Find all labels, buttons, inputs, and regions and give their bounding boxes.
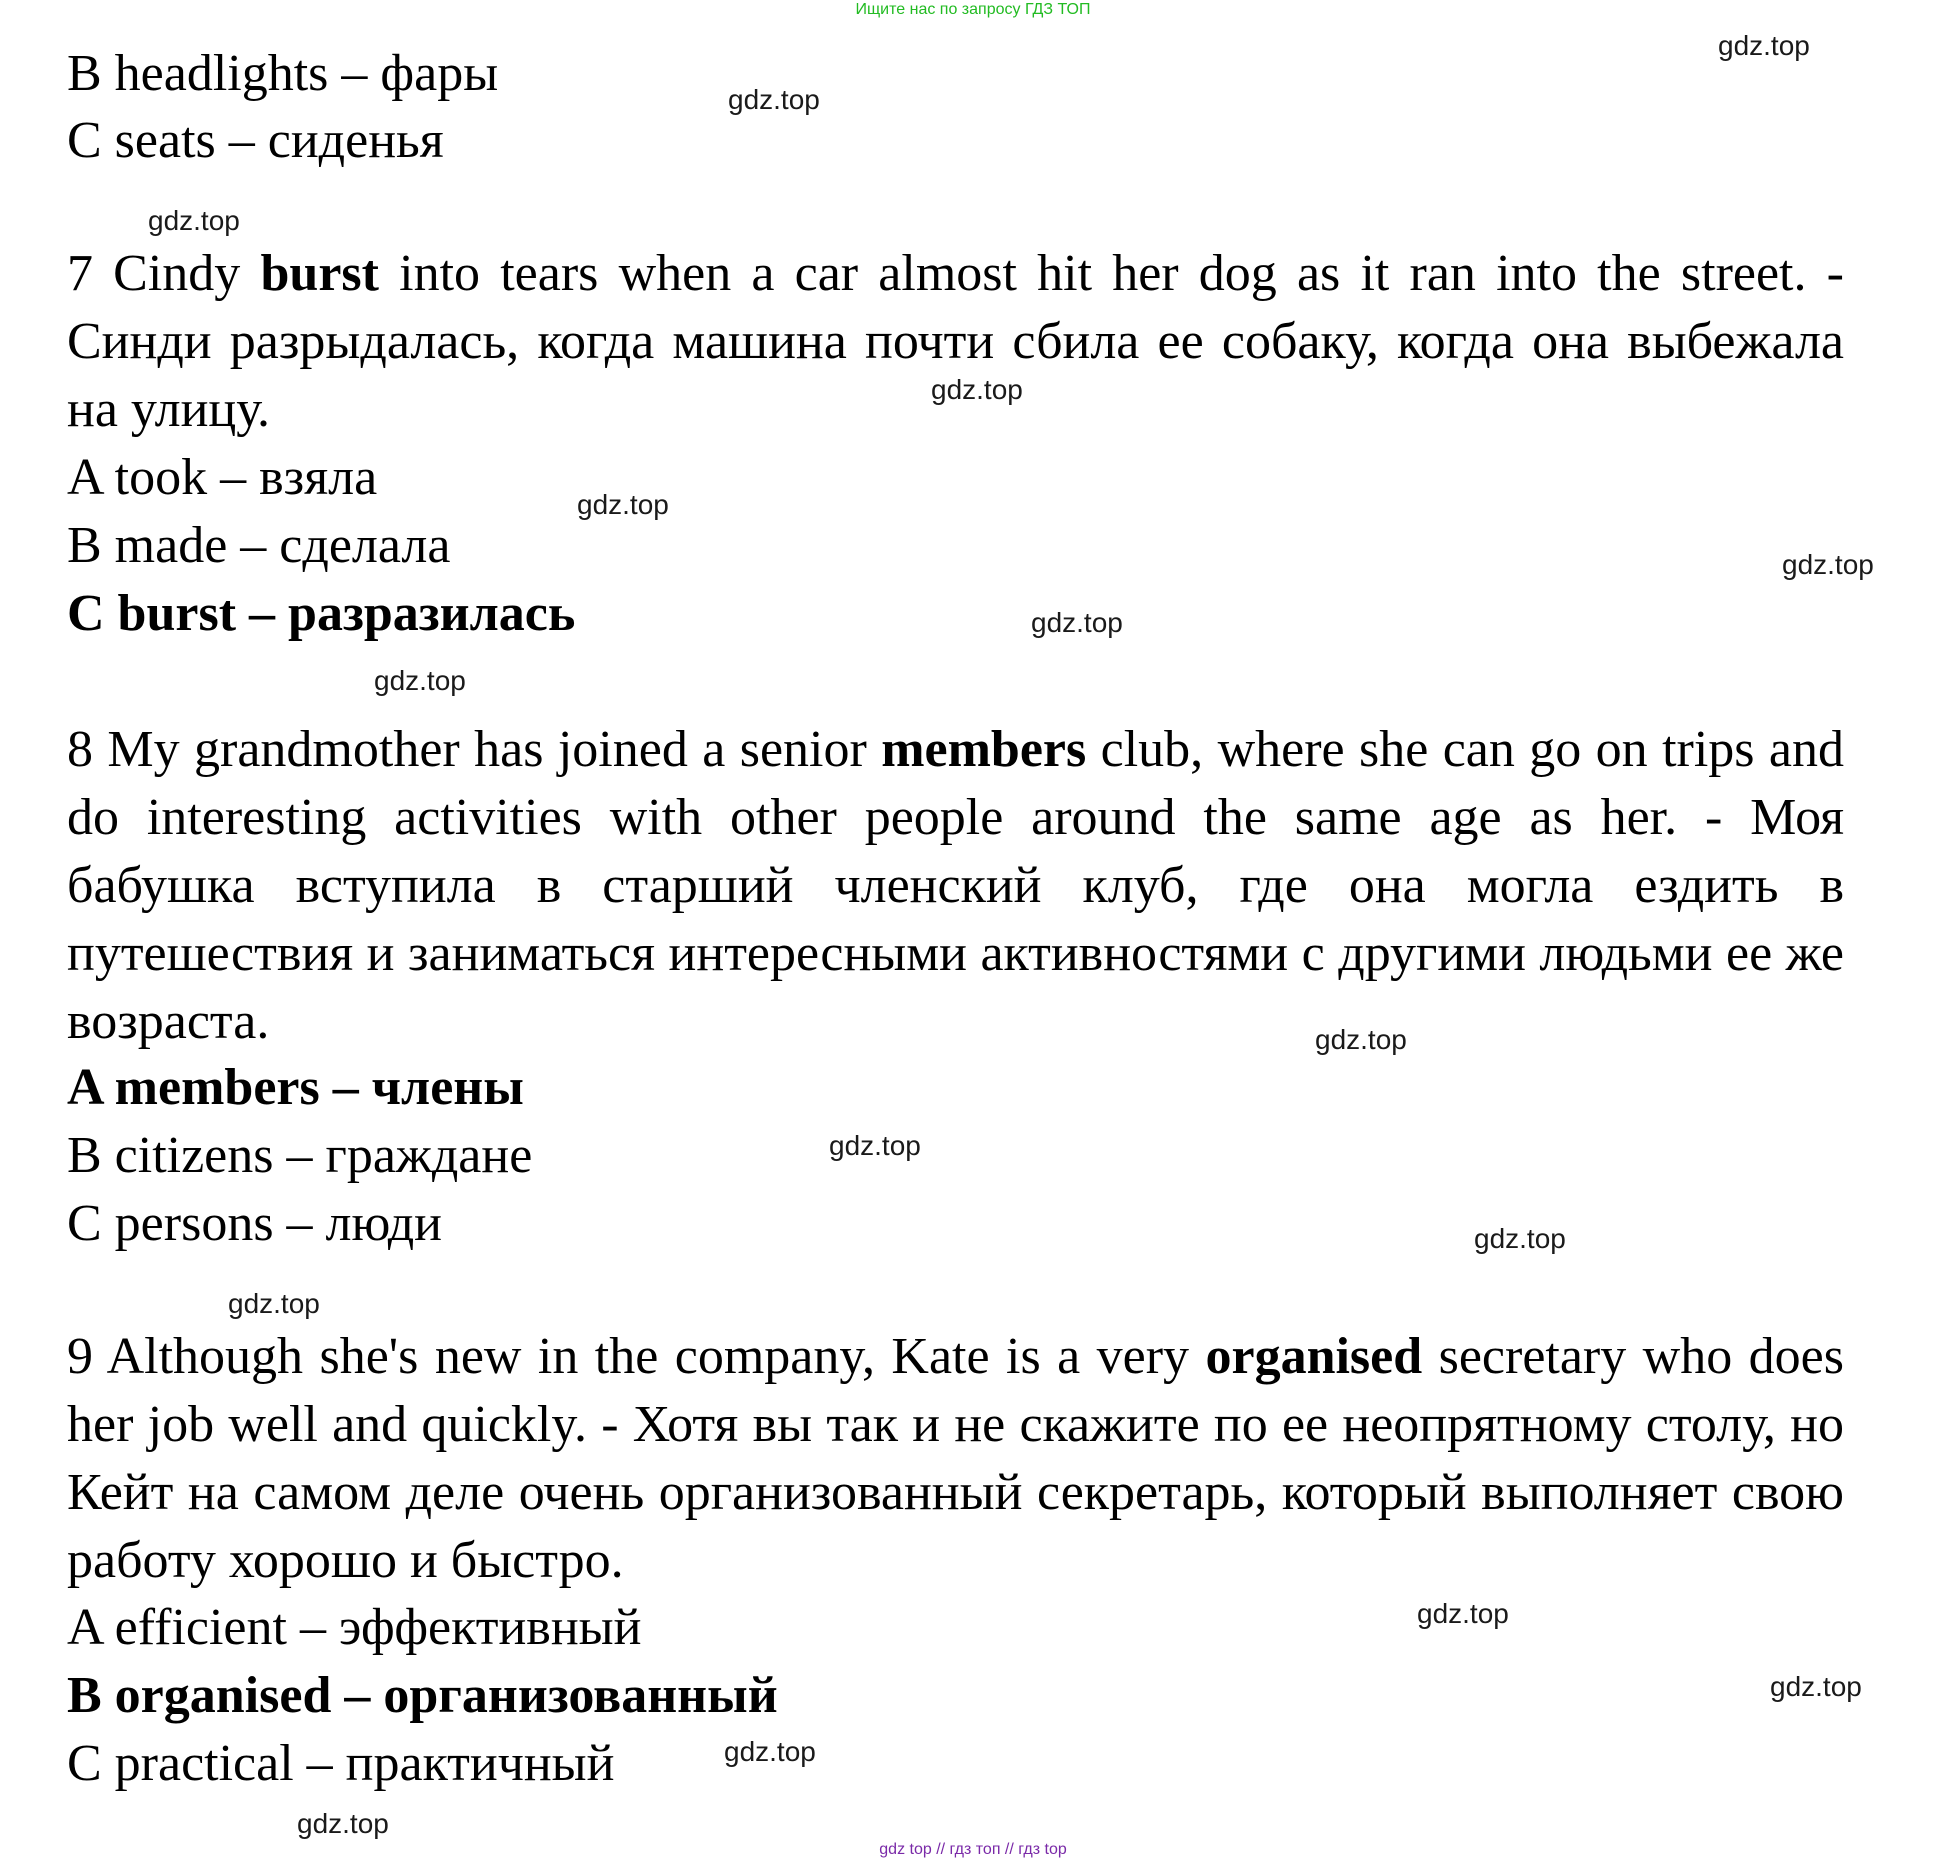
q7-sentence: [67, 240, 1844, 444]
watermark: gdz.top: [1315, 1024, 1407, 1055]
q8-sentence: [67, 716, 1844, 1056]
q6-option-b: B headlights – фары: [67, 45, 499, 102]
q9-keyword: organised: [1205, 1328, 1423, 1385]
watermark: gdz.top: [829, 1130, 921, 1161]
q8-suffix: club, where she can go on trips and do interesting activities with other people around the same age as her. - Моя бабушка вступила в старший членский клуб, где она могла ездить в путешествия и заниматься интересными активностями с другими людьми ее же возраста.: [67, 721, 1845, 1050]
watermark: gdz.top: [297, 1808, 389, 1839]
q8-keyword: members: [881, 721, 1087, 778]
watermark: gdz.top: [374, 665, 466, 696]
q9-sentence: [67, 1323, 1844, 1595]
watermark: gdz.top: [1770, 1671, 1862, 1702]
watermark: gdz.top: [1782, 549, 1874, 580]
q9-option-a: A efficient – эффективный: [67, 1599, 642, 1656]
q9-option-b-answer: B organised – организованный: [67, 1667, 778, 1724]
q9-suffix: secretary who does her job well and quickly. - Хотя вы так и не скажите по ее неопрятному столу, но Кейт на самом деле очень организованный секретарь, который выполняет свою работу хорошо и быстро.: [67, 1328, 1844, 1589]
watermark: gdz.top: [577, 489, 669, 520]
q8-option-a-answer: A members – члены: [67, 1059, 524, 1116]
q7-keyword: burst: [260, 245, 379, 302]
q9-prefix: 9 Although she's new in the company, Kate is a very: [67, 1328, 1206, 1385]
watermark: gdz.top: [1718, 30, 1810, 61]
watermark: gdz.top: [724, 1736, 816, 1767]
q8-option-b: B citizens – граждане: [67, 1127, 533, 1184]
footer: gdz top // гдз топ // гдз top: [879, 1841, 1067, 1858]
q7-suffix: into tears when a car almost hit her dog as it ran into the street. - Синди разрыдалась, когда машина почти сбила ее собаку, когда она выбежала на улицу.: [67, 245, 1844, 438]
q7-prefix: 7 Cindy: [67, 245, 261, 302]
top-banner: Ищите нас по запросу ГДЗ ТОП: [855, 1, 1091, 18]
q6-option-c: C seats – сиденья: [67, 112, 444, 169]
watermark: gdz.top: [931, 374, 1023, 405]
q7-option-b: B made – сделала: [67, 517, 451, 574]
q8-option-c: C persons – люди: [67, 1195, 442, 1252]
q7-option-a: A took – взяла: [67, 449, 378, 506]
q9-option-c: C practical – практичный: [67, 1735, 615, 1792]
q7-option-c-answer: C burst – разразилась: [67, 585, 576, 642]
watermark: gdz.top: [1474, 1223, 1566, 1254]
watermark: gdz.top: [1031, 607, 1123, 638]
watermark: gdz.top: [728, 84, 820, 115]
q8-prefix: 8 My grandmother has joined a senior: [67, 721, 882, 778]
watermark: gdz.top: [1417, 1598, 1509, 1629]
watermark: gdz.top: [148, 205, 240, 236]
watermark: gdz.top: [228, 1288, 320, 1319]
